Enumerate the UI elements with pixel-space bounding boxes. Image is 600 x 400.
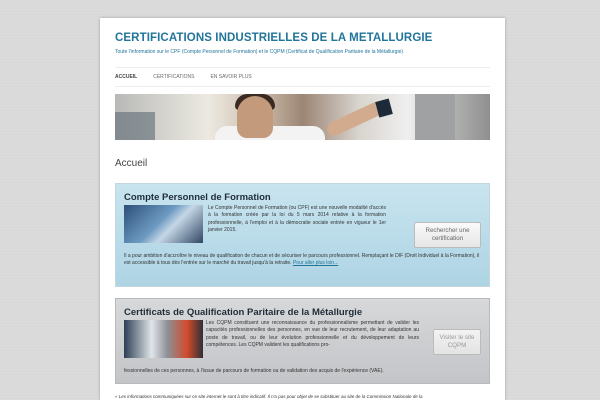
welding-image bbox=[124, 205, 203, 243]
visit-cqpm-button[interactable]: Visiter le site CQPM bbox=[433, 329, 481, 355]
page-container bbox=[100, 18, 505, 400]
header-banner-image bbox=[115, 94, 490, 140]
page-title: Accueil bbox=[115, 158, 148, 169]
main-nav bbox=[115, 67, 490, 87]
site-title[interactable]: CERTIFICATIONS INDUSTRIELLES DE LA METALLURGIE bbox=[115, 32, 433, 44]
nav-item-en-savoir-plus[interactable]: EN SAVOIR PLUS bbox=[210, 74, 252, 80]
cpf-card bbox=[115, 183, 490, 287]
cpf-intro-text: Le Compte Personnel de Formation (ou CPF) est une nouvelle modalité d'accès à la formation créée par la loi du 5 mars 2014 relative à la formation professionnelle, à l'emploi et à la démocratie sociale entrée en vigueur le 1er janvier 2015. bbox=[208, 205, 386, 234]
nav-item-certifications[interactable]: CERTIFICATIONS bbox=[153, 74, 195, 80]
turbine-image bbox=[124, 320, 203, 358]
cpf-detail-body: Il a pour ambition d'accroître le niveau de qualification de chacun et de sécuriser le parcours professionnel. Remplaçant le DIF (Droit Individuel à la Formation), il est accessible à tous dès l'entrée sur le marché du travail jusqu'à la retraite. bbox=[124, 253, 480, 267]
cqpm-detail-text: fessionnelles de ces personnes, à l'issue de parcours de formation ou de validation des acquis de l'expérience (VAE). bbox=[124, 368, 384, 374]
cqpm-card bbox=[115, 298, 490, 384]
cqpm-card-title: Certificats de Qualification Paritaire de la Métallurgie bbox=[124, 307, 363, 318]
search-certification-button[interactable]: Rechercher une certification bbox=[414, 222, 481, 248]
cpf-detail-text bbox=[124, 253, 482, 268]
cqpm-intro-text: Les CQPM constituent une reconnaissance du professionnalisme permettant de valider les capacités professionnelles des personnes, en vue de leur recrutement, de leur adaptation au poste de travail, ou de leur évolution professionnelle et du développement de leurs compétences. Les CQPM valident les qualifications pro- bbox=[206, 320, 419, 349]
disclaimer-text: « Les informations communiquées sur ce site internet le sont à titre indicatif. Il n'a pas pour objet de se substituer au site de la Commission Nationale de la bbox=[115, 394, 423, 399]
nav-item-accueil[interactable]: ACCUEIL bbox=[115, 74, 138, 80]
read-more-link[interactable]: Pour aller plus loin... bbox=[292, 260, 339, 267]
cpf-card-title: Compte Personnel de Formation bbox=[124, 192, 271, 203]
site-description: Toute l'information sur le CPF (Compte Personnel de Formation) et le CQPM (Certificat de Qualification Paritaire de la Métallurgie) bbox=[115, 49, 404, 55]
